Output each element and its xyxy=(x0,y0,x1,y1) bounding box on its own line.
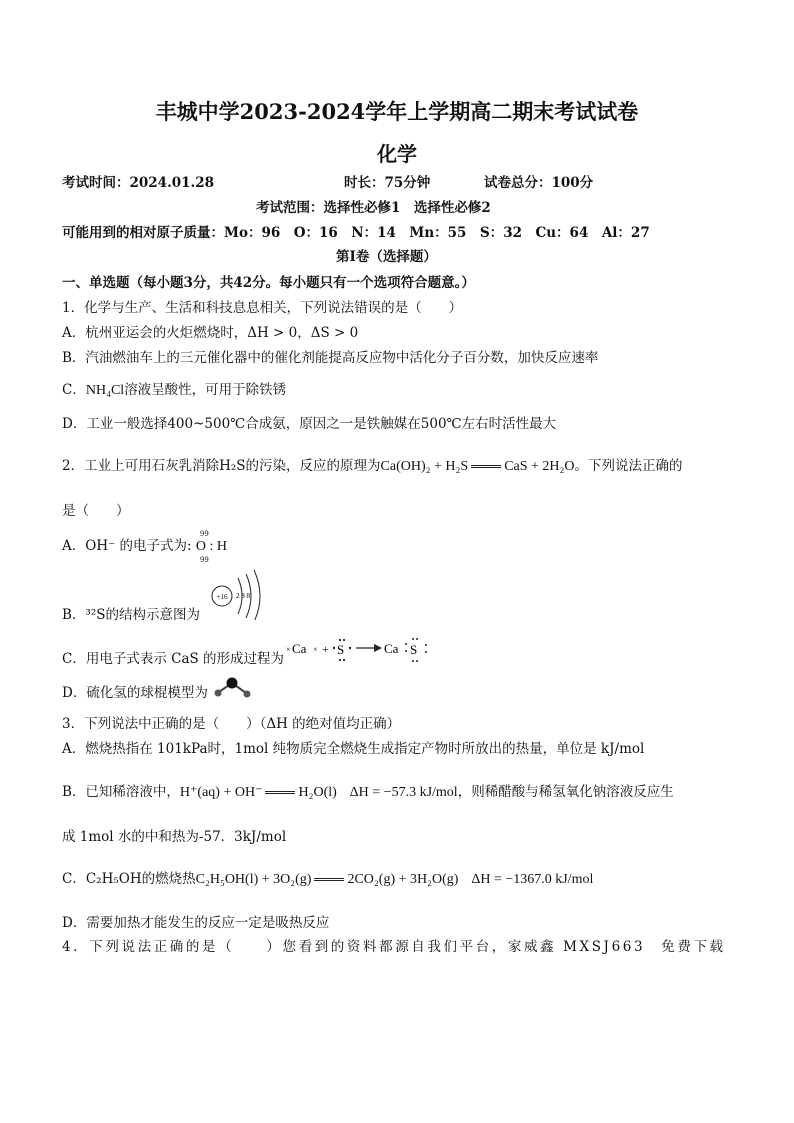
q2-products: CaS + 2H₂O xyxy=(504,459,575,474)
q1-option-c-label: C． xyxy=(62,382,86,398)
cas-formation-diagram xyxy=(286,636,432,664)
exam-time: 考试时间：2024.01.28 xyxy=(62,175,215,191)
q1-option-c-formula: NH₄Cl xyxy=(85,383,125,398)
shell-electron-counts: 2 8 8 xyxy=(236,592,250,600)
equation-equals-bar xyxy=(265,791,295,794)
product-s-dot2 xyxy=(416,638,418,640)
s-dot-left xyxy=(333,647,335,649)
q3-option-b xyxy=(62,783,674,802)
q3-option-b-cont: 成 1mol 水的中和热为-57．3kJ/mol xyxy=(62,829,287,845)
s-dot-top1 xyxy=(339,639,341,641)
oh-bottom-dots: 99 xyxy=(199,556,209,564)
atomic-mass-line: 可能用到的相对原子质量：Mo：96 O：16 N：14 Mn：55 S：32 Cu：64 Al：27 xyxy=(62,225,650,241)
q2-option-b: B．³²S的结构示意图为 xyxy=(62,607,200,623)
q1-option-c xyxy=(62,381,286,400)
s-dot-bottom2 xyxy=(343,659,345,661)
ca-right-dot: × xyxy=(313,645,318,654)
exam-total-score: 试卷总分：100分 xyxy=(484,175,594,191)
q3-option-d: D．需要加热才能发生的反应一定是吸热反应 xyxy=(62,915,330,931)
q4-stem: 4．下列说法正确的是（ ）您看到的资料都源自我们平台，家威鑫 MXSJ663 免费下载 xyxy=(62,939,726,955)
s-dot-right xyxy=(349,647,351,649)
exam-title: 丰城中学2023-2024学年上学期高二期末考试试卷 xyxy=(155,99,639,124)
s-symbol: S xyxy=(337,642,345,657)
product-ca: Ca xyxy=(384,641,399,656)
q2-option-c: C．用电子式表示 CaS 的形成过程为 xyxy=(62,651,285,667)
q3-b-dh: ΔH = −57.3 kJ/mol xyxy=(349,785,458,800)
q3-c-eq-left: C₂H₅OH(l) + 3O₂(g) xyxy=(195,872,312,887)
q2-reactants: Ca(OH)₂ + H₂S xyxy=(380,459,469,474)
product-s-dot1 xyxy=(412,638,414,640)
q2-option-a-text: A．OH⁻ 的电子式为: xyxy=(62,538,192,554)
section-heading: 一、单选题（每小题3分，共42分。每小题只有一个选项符合题意。） xyxy=(62,275,475,291)
s-dot-top2 xyxy=(343,639,345,641)
q3-b-eq-right: H₂O(l) xyxy=(298,785,337,800)
q3-b-eq-left: H⁺(aq) + OH⁻ xyxy=(179,785,263,800)
volume-heading: 第Ⅰ卷（选择题） xyxy=(336,249,437,265)
q1-option-c-text: 溶液呈酸性，可用于除铁锈 xyxy=(124,382,287,398)
plus-sign: + xyxy=(322,642,329,656)
q1-option-b: B．汽油燃油车上的三元催化器中的催化剂能提高反应物中活化分子百分数，加快反应速率 xyxy=(62,350,599,366)
equation-equals-bar xyxy=(314,878,344,881)
product-s-dot4 xyxy=(416,660,418,662)
q2-stem-cont: 是（ ） xyxy=(62,503,130,519)
hydrogen-ball-right xyxy=(244,691,251,698)
q3-stem: 3．下列说法中正确的是（ ）（ΔH 的绝对值均正确） xyxy=(62,716,401,732)
q1-option-a: A．杭州亚运会的火炬燃烧时，ΔH > 0，ΔS > 0 xyxy=(62,325,359,341)
q2-stem-pre: 2．工业上可用石灰乳消除H₂S的污染，反应的原理为 xyxy=(62,458,381,474)
hydrogen-ball-left xyxy=(215,690,222,697)
q1-stem: 1．化学与生产、生活和科技息息相关，下列说法错误的是（ ） xyxy=(62,300,463,316)
exam-duration: 时长：75分钟 xyxy=(344,175,431,191)
shell-arc-3 xyxy=(254,570,260,620)
q2-option-a xyxy=(62,530,242,564)
q3-c-eq-right: 2CO₂(g) + 3H₂O(g) xyxy=(347,872,459,887)
exam-subject: 化学 xyxy=(377,142,417,166)
q1-option-d: D．工业一般选择400~500℃合成氨，原因之一是铁触媒在500℃左右时活性最大 xyxy=(62,416,557,432)
ca-symbol: Ca xyxy=(292,641,307,656)
q2-option-d: D．硫化氢的球棍模型为 xyxy=(62,685,208,701)
q3-option-b-pre: B．已知稀溶液中， xyxy=(62,784,180,800)
q3-c-dh: ΔH = −1367.0 kJ/mol xyxy=(471,872,594,887)
sulfur-structure-diagram xyxy=(208,568,268,620)
oh-top-dots: 99 xyxy=(199,530,209,538)
ca-left-dot: × xyxy=(286,645,291,654)
h2s-ball-stick-model xyxy=(213,676,253,700)
sulfur-ball xyxy=(227,678,238,689)
product-s-dot3 xyxy=(412,660,414,662)
q3-option-b-post: ，则稀醋酸与稀氢氧化钠溶液反应生 xyxy=(457,784,674,800)
product-s-dot6 xyxy=(425,651,427,653)
q3-option-c-pre: C．C₂H₅OH的燃烧热 xyxy=(62,871,196,887)
oh-electron-formula xyxy=(195,530,242,564)
nucleus-label: +16 xyxy=(216,593,228,601)
product-colon-top xyxy=(405,643,407,645)
arrow-head xyxy=(374,644,382,652)
product-s: S xyxy=(410,642,418,657)
q3-option-a: A．燃烧热指在 101kPa时，1mol 纯物质完全燃烧生成指定产物时所放出的热量，单位是 kJ/mol xyxy=(62,741,645,757)
product-s-dot5 xyxy=(425,644,427,646)
q2-stem xyxy=(62,457,683,476)
s-dot-bottom1 xyxy=(339,659,341,661)
product-colon-bottom xyxy=(405,650,407,652)
q2-stem-post: 。下列说法正确的 xyxy=(574,458,683,474)
equation-equals-bar xyxy=(471,465,501,468)
exam-scope: 考试范围：选择性必修1 选择性必修2 xyxy=(256,200,491,216)
oh-formula-text: O : H xyxy=(195,539,227,554)
q3-option-c xyxy=(62,870,593,889)
